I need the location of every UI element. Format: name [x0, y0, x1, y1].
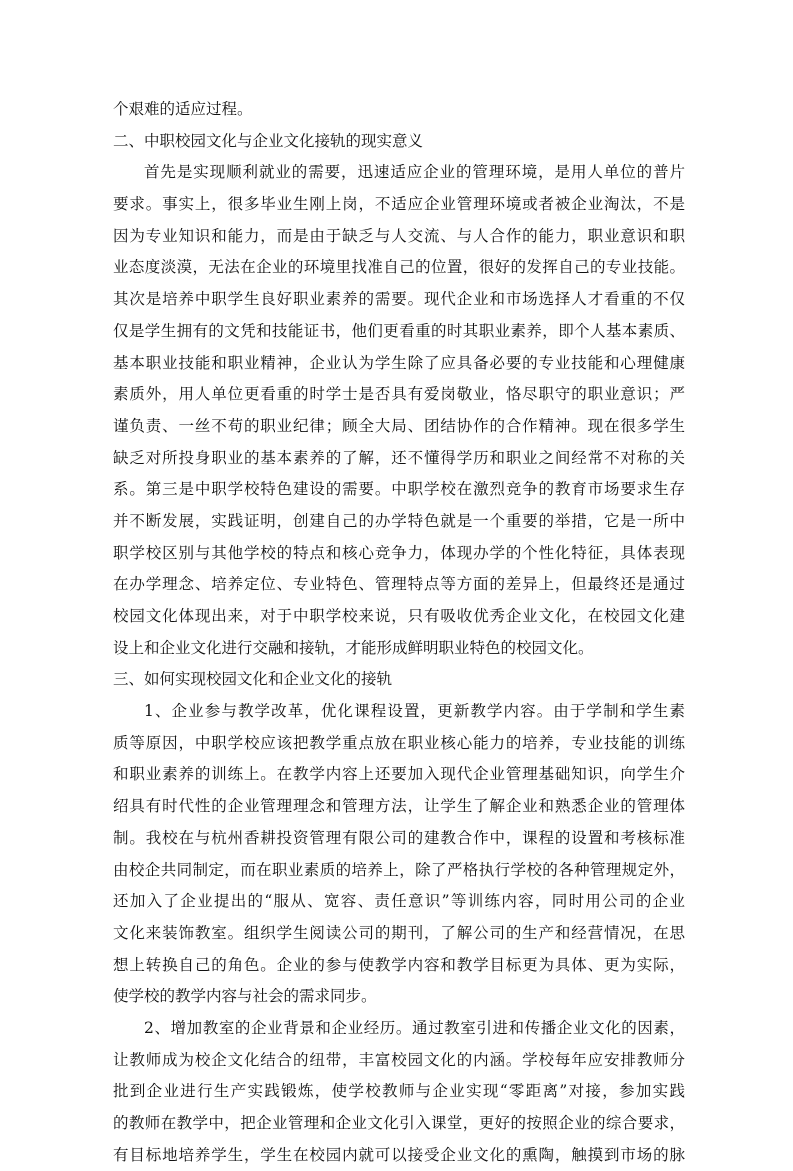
text-line: 系。第三是中职学校特色建设的需要。中职学校在激烈竞争的教育市场要求生存 [113, 480, 685, 499]
text-line: 三、如何实现校园文化和企业文化的接轨 [113, 670, 393, 689]
text-line: 校园文化体现出来，对于中职学校来说，只有吸收优秀企业文化，在校园文化建 [113, 607, 685, 625]
text-line: 基本职业技能和职业精神，企业认为学生除了应具备必要的专业技能和心理健康 [113, 353, 685, 372]
text-line: 在办学理念、培养定位、专业特色、管理特点等方面的差异上，但最终还是通过 [113, 575, 685, 594]
text-line: 还加入了企业提出的“服从、宽容、责任意识”等训练内容，同时用公司的企业 [113, 892, 685, 911]
text-line: 缺乏对所投身职业的基本素养的了解，还不懂得学历和职业之间经常不对称的关 [113, 448, 685, 467]
text-line: 1、企业参与教学改革，优化课程设置，更新教学内容。由于学制和学生素 [144, 702, 685, 721]
text-line: 素质外，用人单位更看重的时学士是否具有爱岗敬业，恪尽职守的职业意识；严 [113, 385, 685, 404]
text-line: 谨负责、一丝不苟的职业纪律；顾全大局、团结协作的合作精神。现在很多学生 [113, 416, 685, 435]
text-line: 质等原因，中职学校应该把教学重点放在职业核心能力的培养，专业技能的训练 [113, 733, 685, 752]
text-line: 批到企业进行生产实践锻炼，使学校教师与企业实现“零距离”对接，参加实践 [113, 1082, 685, 1101]
text-line: 业态度淡漠，无法在企业的环境里找准自己的位置，很好的发挥自己的专业技能。 [113, 258, 685, 277]
text-line: 职学校区别与其他学校的特点和核心竞争力，体现办学的个性化特征，具体表现 [113, 543, 685, 562]
text-line: 有目标地培养学生，学生在校园内就可以接受企业文化的熏陶，触摸到市场的脉 [113, 1145, 685, 1164]
text-line: 制。我校在与杭州香耕投资管理有限公司的建教合作中，课程的设置和考核标准 [113, 828, 685, 847]
text-line: 让教师成为校企文化结合的纽带，丰富校园文化的内涵。学校每年应安排教师分 [113, 1050, 685, 1069]
text-line: 2、增加教室的企业背景和企业经历。通过教室引进和传播企业文化的因素， [144, 1018, 685, 1037]
text-line: 想上转换自己的角色。企业的参与使教学内容和教学目标更为具体、更为实际， [113, 955, 685, 974]
text-line: 其次是培养中职学生良好职业素养的需要。现代企业和市场选择人才看重的不仅 [113, 290, 685, 309]
text-line: 首先是实现顺利就业的需要，迅速适应企业的管理环境，是用人单位的普片 [144, 163, 685, 182]
text-line: 仅是学生拥有的文凭和技能证书，他们更看重的时其职业素养，即个人基本素质、 [113, 321, 685, 340]
text-line: 因为专业知识和能力，而是由于缺乏与人交流、与人合作的能力，职业意识和职 [113, 226, 685, 245]
text-line: 并不断发展，实践证明，创建自己的办学特色就是一个重要的举措，它是一所中 [113, 511, 685, 530]
text-line: 二、中职校园文化与企业文化接轨的现实意义 [113, 131, 424, 150]
text-line: 绍具有时代性的企业管理理念和管理方法，让学生了解企业和熟悉企业的管理体 [113, 797, 685, 816]
text-line: 要求。事实上，很多毕业生刚上岗，不适应企业管理环境或者被企业淘汰，不是 [113, 195, 685, 214]
text-line: 的教师在教学中，把企业管理和企业文化引入课堂，更好的按照企业的综合要求， [113, 1114, 685, 1132]
text-line: 使学校的教学内容与社会的需求同步。 [113, 987, 377, 1006]
text-line: 和职业素养的训练上。在教学内容上还要加入现代企业管理基础知识，向学生介 [113, 765, 685, 784]
text-line: 由校企共同制定，而在职业素质的培养上，除了严格执行学校的各种管理规定外， [113, 860, 685, 879]
text-line: 设上和企业文化进行交融和接轨，才能形成鲜明职业特色的校园文化。 [113, 638, 594, 657]
text-line: 文化来装饰教室。组织学生阅读公司的期刊，了解公司的生产和经营情况，在思 [113, 923, 685, 942]
text-line: 个艰难的适应过程。 [113, 100, 253, 118]
document-body [113, 94, 685, 1171]
